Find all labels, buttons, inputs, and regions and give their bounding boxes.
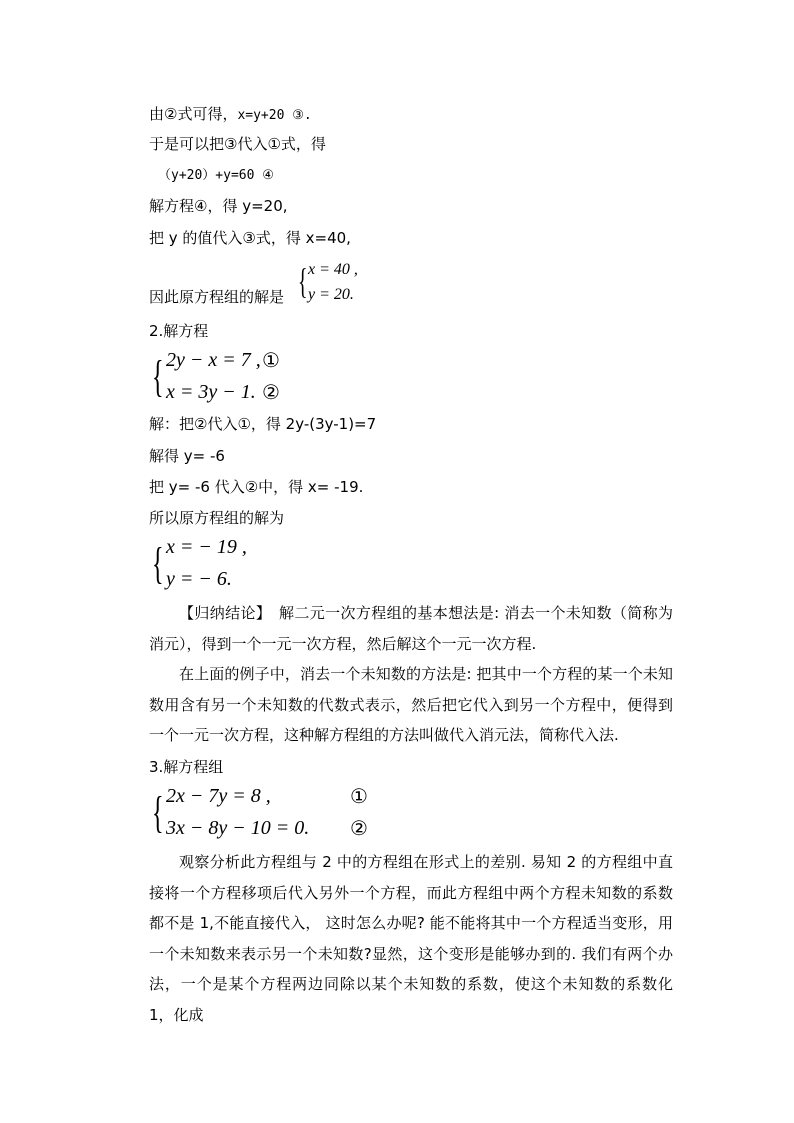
method-paragraph: 在上面的例子中，消去一个未知数的方法是: 把其中一个方程的某一个未知数用含有另一个未知数的代数式表示，然后把它代入到另一个方程中，便得到一个一元一次方程，这种解方程组的方法叫做代入消元法，简称代入法. xyxy=(149,665,673,744)
brace: { xyxy=(152,788,164,837)
text-line: 把 y 的值代入③式，得 x=40, xyxy=(149,229,351,247)
brace: { xyxy=(298,261,308,301)
equation: y = − 6. xyxy=(166,568,232,590)
equation: x = 40 , xyxy=(308,261,358,278)
circled-number: ① xyxy=(350,784,368,808)
text-line: 因此原方程组的解是 xyxy=(149,288,285,306)
text-segment: 解：把②代入①，得 2y-(3y-1)=7 xyxy=(149,415,377,433)
conclusion-paragraph: 【归纳结论】 解二元一次方程组的基本想法是: 消去一个未知数（简称为消元），得到一个一元一次方程，然后解这个一元一次方程. xyxy=(149,604,673,653)
text-line: 解方程④，得 y=20, xyxy=(149,197,288,215)
brace: { xyxy=(152,352,164,401)
equation-system-solution-2 xyxy=(152,534,292,594)
text-line: 所以原方程组的解为 xyxy=(149,509,285,527)
text-line: 于是可以把③代入①式，得 xyxy=(149,135,326,153)
equation-line: （y+20）+y=60 ④ xyxy=(158,168,274,183)
equation: 2y − x = 7 , xyxy=(166,349,261,371)
equation-system-solution-1 xyxy=(298,258,378,308)
circled-number: ② xyxy=(350,816,368,840)
text-line: 3.解方程组 xyxy=(149,758,224,776)
circled-number: ② xyxy=(262,380,280,404)
equation: y = 20. xyxy=(308,286,354,303)
brace: { xyxy=(152,539,164,588)
equation-inline: x=y+20 ③. xyxy=(237,108,312,123)
text-segment: 由②式可得， xyxy=(149,105,238,123)
equation: x = − 19 , xyxy=(166,536,247,558)
circled-number: ① xyxy=(262,348,280,372)
text-line: 把 y= -6 代入②中，得 x= -19. xyxy=(149,478,364,496)
analysis-paragraph: 观察分析此方程组与 2 中的方程组在形式上的差别. 易知 2 的方程组中直接将一个方程移项后代入另外一个方程，而此方程组中两个方程未知数的系数都不是 1,不能直接代入， 这时怎么办呢? 能不能将其中一个方程适当变形，用一个未知数来表示另一个未知数?显然，这个变形是能够办到的. 我们有两个办法，一个是某个方程两边同除以某个未知数的系数，使这个未知数的系数化 1，化成 xyxy=(149,853,673,1024)
equation-system-problem-2 xyxy=(152,347,352,407)
equation: x = 3y − 1. xyxy=(166,381,256,403)
text-line xyxy=(149,414,376,434)
equation: 2x − 7y = 8 , xyxy=(166,785,271,807)
text-line xyxy=(149,104,312,126)
text-line: 解得 y= -6 xyxy=(149,447,225,465)
equation: 3x − 8y − 10 = 0. xyxy=(166,817,310,839)
text-line: 2.解方程 xyxy=(149,322,209,340)
equation-system-problem-3 xyxy=(152,783,382,843)
